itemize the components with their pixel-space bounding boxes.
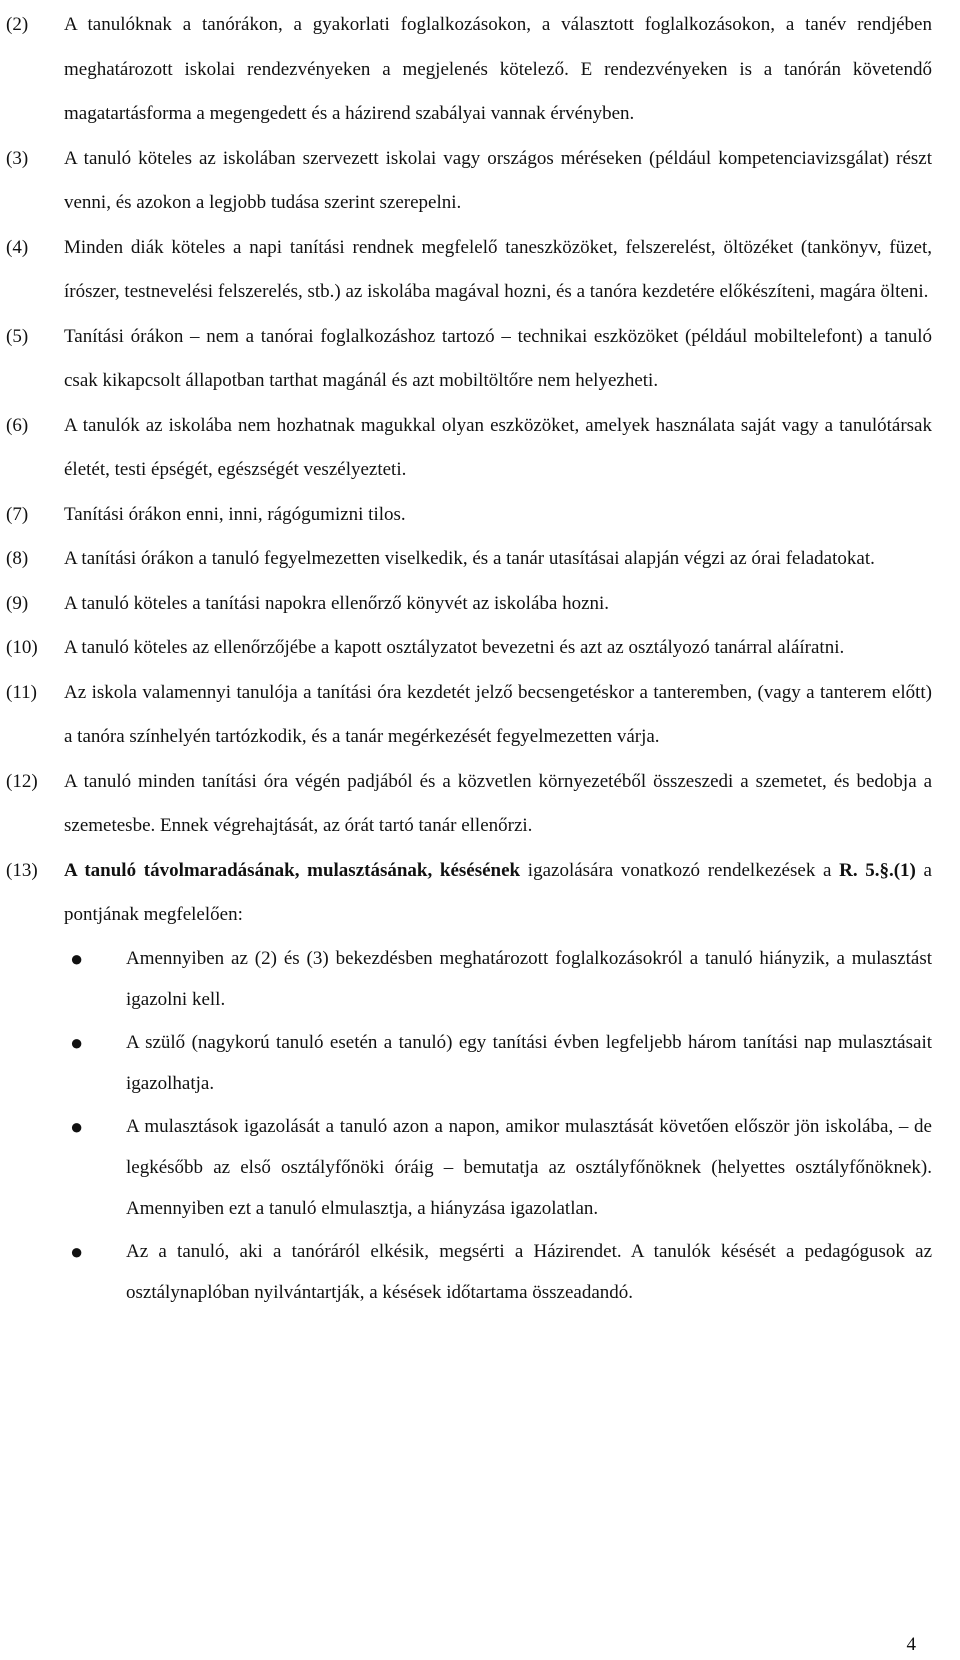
bullet-item [70, 1231, 932, 1313]
paragraph-13 [6, 849, 932, 938]
paragraph-2 [6, 3, 932, 137]
paragraph-number: (7) [6, 503, 29, 525]
paragraph-10 [6, 626, 932, 671]
paragraph-8 [6, 537, 932, 582]
paragraph-number: (3) [6, 147, 29, 169]
paragraph-number: (12) [6, 770, 38, 792]
paragraph-number: (13) [6, 859, 38, 881]
plain-phrase: a pontjának megfelelően: [64, 859, 932, 925]
bullet-text: A mulasztások igazolását a tanuló azon a napon, amikor mulasztását követően először jön iskolába, – de legkésőbb az első osztályfőnöki óráig – bemutatja az osztályfőnöknek (helyettes osztályfőnöknek). Amennyiben ezt a tanuló elmulasztja, a hiányzása igazolatlan. [126, 1115, 932, 1219]
paragraph-4 [6, 226, 932, 315]
plain-phrase: igazolására vonatkozó rendelkezések a [520, 859, 840, 881]
bullet-icon: ● [70, 945, 84, 971]
bullet-icon: ● [70, 1029, 84, 1055]
paragraph-text [64, 849, 932, 938]
paragraph-text: A tanulók az iskolába nem hozhatnak magukkal olyan eszközöket, amelyek használata saját vagy a tanulótársak életét, testi épségét, egészségét veszélyezteti. [64, 414, 932, 480]
bullet-icon: ● [70, 1113, 84, 1139]
paragraph-number: (8) [6, 548, 29, 569]
paragraph-number: (10) [6, 637, 38, 658]
paragraph-number: (9) [6, 592, 29, 614]
paragraph-6 [6, 404, 932, 493]
paragraph-number: (6) [6, 414, 29, 436]
bullet-list [6, 938, 932, 1313]
bullet-text: A szülő (nagykorú tanuló esetén a tanuló) egy tanítási évben legfeljebb három tanítási nap mulasztásait igazolhatja. [126, 1031, 932, 1094]
bullet-text: Amennyiben az (2) és (3) bekezdésben meghatározott foglalkozásokról a tanuló hiányzik, a mulasztást igazolni kell. [126, 947, 932, 1010]
paragraph-3 [6, 137, 932, 226]
paragraph-text: Az iskola valamennyi tanulója a tanítási óra kezdetét jelző becsengetéskor a tanteremben, (vagy a tanterem előtt) a tanóra színhelyén tartózkodik, és a tanár megérkezését fegyelmezetten várja. [64, 681, 932, 747]
paragraph-5 [6, 315, 932, 404]
bold-phrase: A tanuló távolmaradásának, mulasztásának, késésének [64, 859, 521, 881]
paragraph-text: Tanítási órákon enni, inni, rágógumizni tilos. [64, 503, 406, 525]
paragraph-text: A tanuló köteles az iskolában szervezett iskolai vagy országos méréseken (például kompetenciavizsgálat) részt venni, és azokon a legjobb tudása szerint szerepelni. [64, 147, 932, 213]
bullet-icon: ● [70, 1238, 84, 1264]
bold-reference: R. 5.§.(1) [839, 859, 916, 881]
paragraph-number: (2) [6, 14, 29, 35]
paragraph-text: Minden diák köteles a napi tanítási rendnek megfelelő taneszközöket, felszerelést, öltözéket (tankönyv, füzet, írószer, testnevelési felszerelés, stb.) az iskolába magával hozni, és a tanóra kezdetére előkészíteni, magára ölteni. [64, 236, 932, 302]
paragraph-text: A tanuló köteles a tanítási napokra ellenőrző könyvét az iskolába hozni. [64, 592, 610, 614]
paragraph-text: A tanuló minden tanítási óra végén padjából és a közvetlen környezetéből összeszedi a szemetet, és bedobja a szemetesbe. Ennek végrehajtását, az órát tartó tanár ellenőrzi. [64, 770, 932, 836]
paragraph-text: Tanítási órákon – nem a tanórai foglalkozáshoz tartozó – technikai eszközöket (például mobiltelefont) a tanuló csak kikapcsolt állapotban tarthat magánál és azt mobiltöltőre nem helyezheti. [64, 325, 932, 391]
bullet-item [70, 1106, 932, 1229]
paragraph-11 [6, 671, 932, 760]
paragraph-number: (4) [6, 236, 29, 258]
paragraph-text: A tanítási órákon a tanuló fegyelmezetten viselkedik, és a tanár utasításai alapján végzi az órai feladatokat. [64, 548, 875, 569]
paragraph-number: (5) [6, 325, 29, 347]
paragraph-9 [6, 582, 932, 627]
paragraph-text: A tanuló köteles az ellenőrzőjébe a kapott osztályzatot bevezetni és azt az osztályozó tanárral aláíratni. [64, 637, 845, 658]
bullet-text: Az a tanuló, aki a tanóráról elkésik, megsérti a Házirendet. A tanulók késését a pedagógusok az osztálynaplóban nyilvántartják, a késések időtartama összeadandó. [126, 1240, 932, 1303]
paragraph-number: (11) [6, 681, 37, 703]
page-number: 4 [906, 1634, 916, 1655]
paragraph-text: A tanulóknak a tanórákon, a gyakorlati foglalkozásokon, a választott foglalkozásokon, a tanév rendjében meghatározott iskolai rendezvényeken a megjelenés kötelező. E rendezvényeken is a tanórán követendő magatartásforma a megengedett és a házirend szabályai vannak érvényben. [64, 14, 932, 124]
paragraph-12 [6, 760, 932, 849]
paragraph-7 [6, 493, 932, 538]
bullet-item [70, 938, 932, 1020]
bullet-item [70, 1022, 932, 1104]
